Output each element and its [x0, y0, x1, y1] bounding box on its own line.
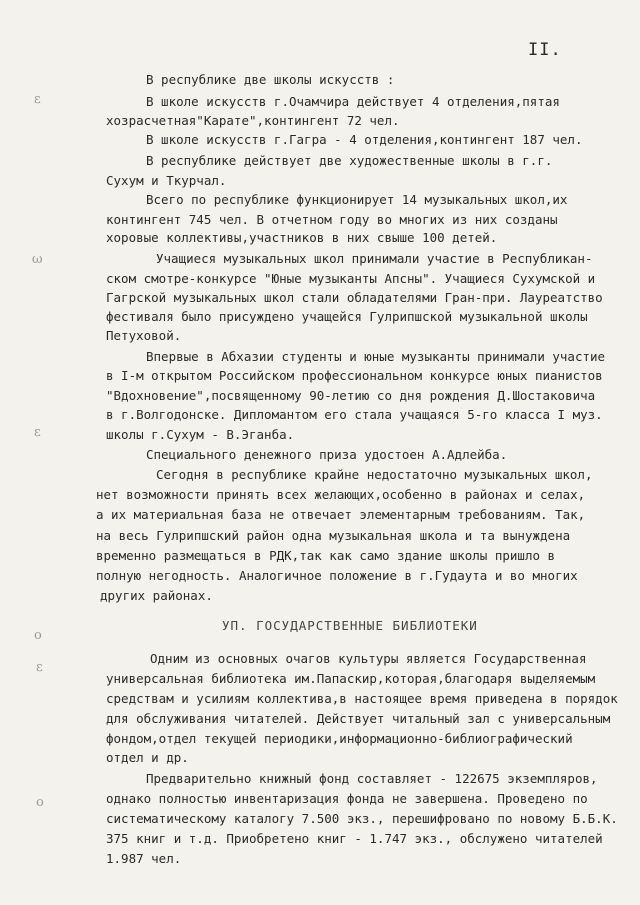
text-line: Петуховой. [106, 328, 182, 343]
text-line: полную негодность. Аналогичное положение в г.Гудаута и во многих [96, 568, 578, 583]
text-line: В республике две школы искусств : [146, 72, 395, 87]
text-line: Сухум и Ткурчал. [106, 173, 227, 188]
margin-mark: ε [34, 92, 41, 107]
text-line: школы г.Сухум - В.Эганба. [106, 427, 295, 442]
margin-mark: ε [34, 425, 41, 440]
text-line: однако полностью инвентаризация фонда не завершена. Проведено по [106, 791, 588, 806]
text-line: Специального денежного приза удостоен А.Адлейба. [146, 447, 508, 462]
text-line: В школе искусств г.Гагра - 4 отделения,контингент 187 чел. [146, 132, 583, 147]
text-line: Гагрской музыкальных школ стали обладателями Гран-при. Лауреатство [106, 290, 603, 305]
text-line: 1.987 чел. [106, 851, 182, 866]
text-line: Предварительно книжный фонд составляет - 122675 экземпляров, [146, 771, 598, 786]
text-line: Впервые в Абхазии студенты и юные музыканты принимали участие [146, 349, 606, 364]
text-line: на весь Гулрипшский район одна музыкальная школа и та вынуждена [96, 528, 571, 543]
margin-mark: ω [32, 252, 43, 267]
text-line: Сегодня в республике крайне недостаточно музыкальных школ, [156, 467, 593, 482]
text-line: Всего по республике функционирует 14 музыкальных школ,их [146, 192, 568, 207]
text-line: ском смотре-конкурсе "Юные музыканты Апсны". Учащиеся Сухумской и [106, 271, 596, 286]
text-line: в г.Волгодонске. Дипломантом его стала учащаяся 5-го класса I муз. [106, 407, 603, 422]
page-number: II. [528, 40, 562, 60]
text-line: хоровые коллективы,участников в них свыше 100 детей. [106, 230, 498, 245]
text-line: нет возможности принять всех желающих,особенно в районах и селах, [96, 487, 586, 502]
text-line: а их материальная база не отвечает элементарным требованиям. Так, [96, 507, 586, 522]
text-line: других районах. [100, 588, 213, 603]
text-line: хозрасчетная"Карате",контингент 72 чел. [106, 113, 400, 128]
text-line: фестиваля было присуждено учащейся Гулрипшской музыкальной школы [106, 309, 588, 324]
text-line: для обслуживания читателей. Действует читальный зал с универсальным [106, 711, 611, 726]
text-line: временно размещаться в РДК,так как само здание школы пришло в [96, 548, 556, 563]
margin-mark: o [36, 795, 44, 810]
text-line: универсальная библиотека им.Папаскир,которая,благодаря выделяемым [106, 671, 596, 686]
text-line: В школе искусств г.Очамчира действует 4 отделения,пятая [146, 94, 560, 109]
text-line: фондом,отдел текущей периодики,информационно-библиографический [106, 731, 573, 746]
text-line: отдел и др. [106, 750, 189, 765]
text-line: Одним из основных очагов культуры является Государственная [150, 651, 587, 666]
text-line: в I-м открытом Российском профессиональном конкурсе юных пианистов [106, 368, 603, 383]
text-line: систематическому каталогу 7.500 экз., перешифровано по новому Б.Б.К. [106, 811, 618, 826]
margin-mark: ε [36, 660, 43, 675]
text-line: контингент 745 чел. В отчетном году во многих из них созданы [106, 212, 558, 227]
text-line: 375 книг и т.д. Приобретено книг - 1.747 экз., обслужено читателей [106, 831, 603, 846]
text-line: В республике действует две художественные школы в г.г. [146, 153, 553, 168]
text-line: средствам и усилиям коллектива,в настоящее время приведена в порядок [106, 691, 618, 706]
margin-mark: o [34, 628, 42, 643]
text-line: Учащиеся музыкальных школ принимали участие в Республикан- [156, 251, 593, 266]
section-heading: УП. ГОСУДАРСТВЕННЫЕ БИБЛИОТЕКИ [222, 618, 478, 633]
text-line: "Вдохновение",посвященному 90-летию со дня рождения Д.Шостаковича [106, 388, 596, 403]
